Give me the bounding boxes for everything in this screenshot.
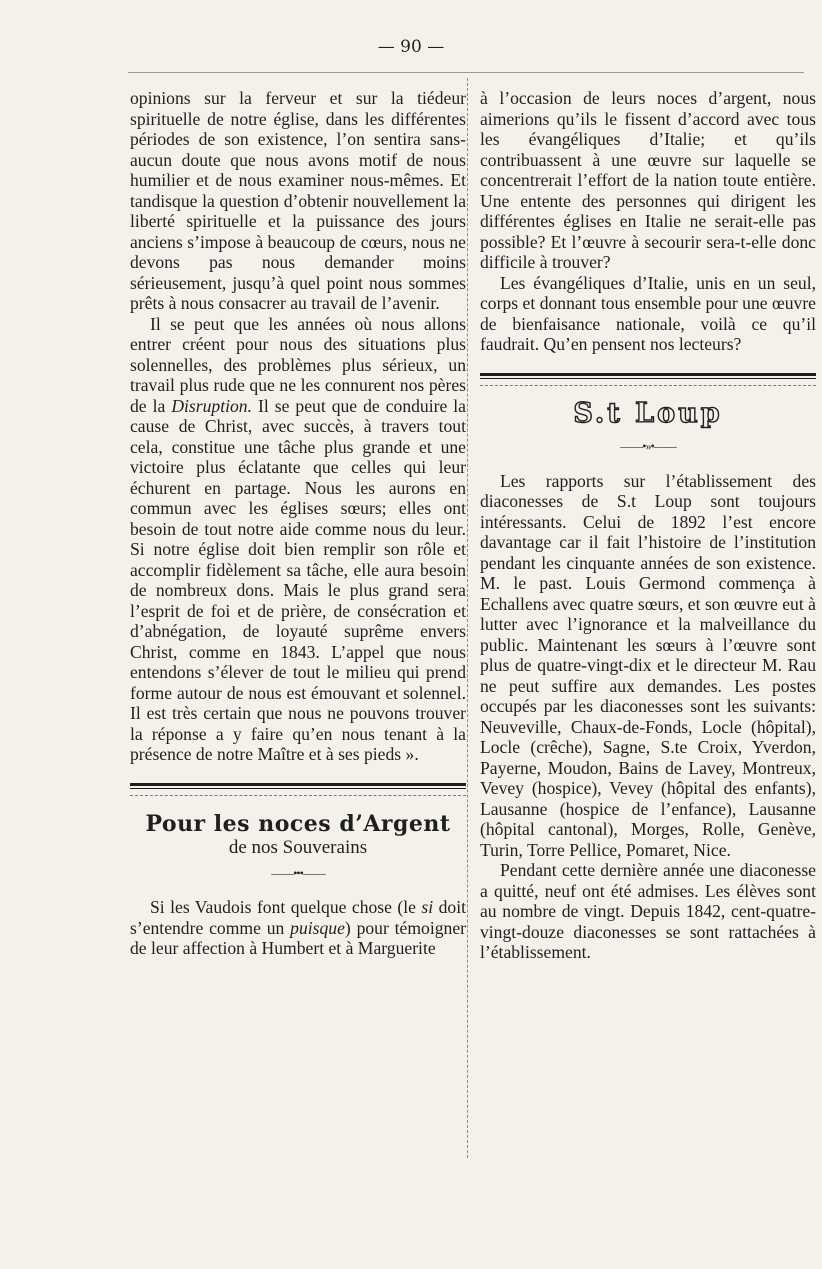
section-rule-thin (130, 795, 466, 796)
section-rule-thick (130, 783, 466, 789)
ornament-divider-right: ——•»•—— (620, 439, 676, 453)
right-paragraph-2: Les évangéliques d’Italie, unis en un seul, corps et donnant tous ensemble pour une œuvre de bienfaisance nationale, voilà ce qu’il faudrait. Qu’en pensent nos lecteurs? (480, 272, 816, 354)
header-rule (128, 72, 804, 73)
left-paragraph-3-text-b: doit s’entendre comme un (130, 897, 466, 938)
column-divider (467, 78, 468, 1158)
right-column (480, 88, 816, 963)
right-paragraph-4: Pendant cette dernière année une diaconesse a quitté, neuf ont été admises. Les élèves sont au nombre de vingt. Depuis 1842, cent-quatre-vingt-douze diaconesses se sont rattachées à l’établissement. (480, 860, 816, 962)
left-column (130, 88, 466, 959)
section-rule-thin-right (480, 385, 816, 386)
section-title-st-loup: S.t Loup (573, 397, 723, 429)
section-subtitle-souverains: de nos Souverains (228, 837, 368, 858)
left-paragraph-3 (130, 897, 466, 959)
left-paragraph-1: opinions sur la ferveur et sur la tiédeur spirituelle de notre église, dans les différentes périodes de son existence, l’on sentira sans-aucun doute que nous avons motif de nous humilier et de nous examiner nous-mêmes. Et tandisque la question d’obtenir nouvellement la liberté spirituelle et la puissance des jours anciens s’impose à beaucoup de cœurs, nous ne devons pas nous demander moins sérieusement, jusqu’à quel point nous sommes prêts à nous consacrer au travail de l’avenir. (130, 88, 466, 313)
section-rule-thick-right (480, 373, 816, 379)
left-paragraph-3-text-a: Si les Vaudois font quelque chose (le (150, 897, 422, 917)
right-paragraph-1: à l’occasion de leurs noces d’argent, nous aimerions qu’ils le fissent d’accord avec tous les évangéliques d’Italie; et qu’ils contribuassent à une œuvre sur laquelle se concentrerait l’effort de la nation toute entière. Une entente des personnes qui dirigent les différentes églises en Italie ne serait-elle pas possible? Et l’œuvre à secourir sera-t-elle donc difficile à trouver? (480, 88, 816, 272)
ornament-divider: ——•••—— (271, 865, 325, 880)
page-number: — 90 — (377, 37, 445, 57)
left-paragraph-2-text-a: Il se peut que les années où nous allons entrer créent pour nous des situations plus solennelles, des problèmes plus sérieux, un travail plus rude que ne les connurent nos pères de la (130, 313, 466, 416)
puisque-italic: puisque (290, 917, 345, 938)
left-paragraph-2 (130, 314, 466, 765)
si-italic: si (421, 897, 434, 917)
left-paragraph-2-text-b: Il se peut que de conduire la cause de Christ, avec succès, à travers tout cela, constitue une tâche plus grande et une victoire plus éclatante que celles qui leur échurent en partage. Nous les aurons en commun avec les églises sœurs; elles ont besoin de tout notre aide comme nous du leur. Si notre église doit bien remplir son rôle et accomplir fidèlement sa tâche, elle aura besoin de nombreux dons. Mais le plus grand sera l’esprit de foi et de prière, de consécration et d’abnégation, de loyauté suprême envers Christ, comme en 1843. L’appel que nous entendons s’élever de tout le milieu qui prend forme autour de nous est émouvant et solennel. Il est très certain que nous ne pouvons trouver la réponse a y faire qu’en nous tenant à la présence de notre Maître et à ses pieds ». (130, 395, 466, 764)
left-paragraph-3-text-c: ) pour témoigner de leur affection à Humbert et à Marguerite (130, 917, 466, 958)
right-paragraph-3: Les rapports sur l’établissement des diaconesses de S.t Loup sont toujours intéressants. Celui de 1892 l’est encore davantage car il fait l’histoire de l’institution pendant les cinquante années de son existence. M. le past. Louis Germond commença à Echallens avec quatre sœurs, et son œuvre eut à lutter avec l’ignorance et la malveillance du public. Maintenant les sœurs à l’œuvre sont plus de quatre-vingt-dix et le directeur M. Rau ne peut suffire aux demandes. Les postes occupés par les diaconesses sont les suivants: Neuveville, Chaux-de-Fonds, Locle (hôpital), Locle (crêche), Sagne, S.te Croix, Yverdon, Payerne, Moudon, Bains de Lavey, Montreux, Vevey (hospice), Vevey (hôpital des enfants), Lausanne (hospice de l’enfance), Lausanne (hôpital cantonal), Morges, Rolle, Genève, Turin, Torre Pellice, Pomaret, Nice. (480, 470, 816, 860)
section-title-noces: Pour les noces d’Argent (145, 810, 451, 837)
disruption-italic: Disruption. (171, 395, 252, 416)
